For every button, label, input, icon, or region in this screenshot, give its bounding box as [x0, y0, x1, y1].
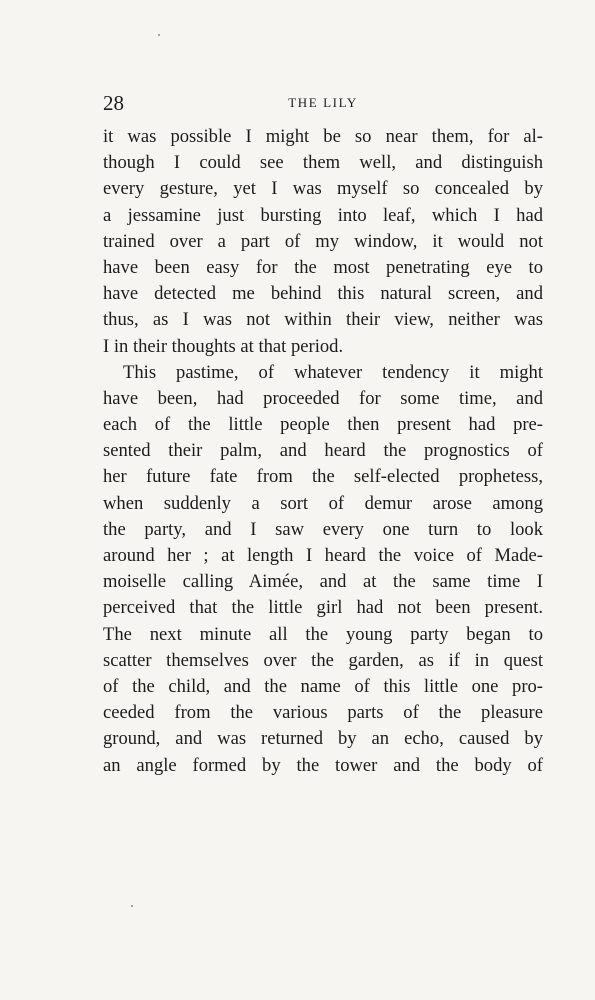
- text-line: when suddenly a sort of demur arose among: [103, 492, 543, 514]
- text-line: scatter themselves over the garden, as if in quest: [103, 649, 543, 671]
- text-line: her future fate from the self-elected prophetess,: [103, 466, 543, 488]
- page-number: 28: [103, 91, 124, 115]
- page-header: [103, 88, 543, 118]
- text-line: have detected me behind this natural screen, and: [103, 283, 543, 305]
- text-line: perceived that the little girl had not been present.: [103, 597, 543, 619]
- running-title: THE LILY: [288, 95, 358, 110]
- paper-speck: [158, 34, 160, 36]
- text-line: I in their thoughts at that period.: [103, 335, 344, 357]
- text-line: trained over a part of my window, it would not: [103, 230, 543, 252]
- paper-speck: [131, 905, 133, 907]
- text-line: ceeded from the various parts of the pleasure: [103, 702, 543, 724]
- text-line: The next minute all the young party began to: [103, 623, 543, 645]
- text-line: have been easy for the most penetrating eye to: [103, 256, 543, 278]
- text-line: around her ; at length I heard the voice of Made-: [103, 545, 543, 566]
- text-line: each of the little people then present had pre-: [103, 414, 543, 436]
- text-line: This pastime, of whatever tendency it might: [123, 361, 543, 383]
- text-line: moiselle calling Aimée, and at the same time I: [103, 571, 543, 593]
- text-line: a jessamine just bursting into leaf, which I had: [103, 204, 543, 226]
- text-line: have been, had proceeded for some time, and: [103, 387, 543, 409]
- text-line: of the child, and the name of this little one pro-: [103, 675, 543, 697]
- text-line: the party, and I saw every one turn to look: [103, 518, 543, 540]
- text-line: an angle formed by the tower and the body of: [103, 754, 543, 776]
- text-line: though I could see them well, and distinguish: [103, 152, 543, 174]
- text-line: it was possible I might be so near them, for al-: [103, 126, 543, 147]
- text-line: sented their palm, and heard the prognostics of: [103, 440, 543, 462]
- body-text: [103, 124, 543, 779]
- text-line: thus, as I was not within their view, neither was: [103, 309, 543, 331]
- text-line: ground, and was returned by an echo, caused by: [103, 728, 543, 750]
- text-line: every gesture, yet I was myself so concealed by: [103, 178, 543, 200]
